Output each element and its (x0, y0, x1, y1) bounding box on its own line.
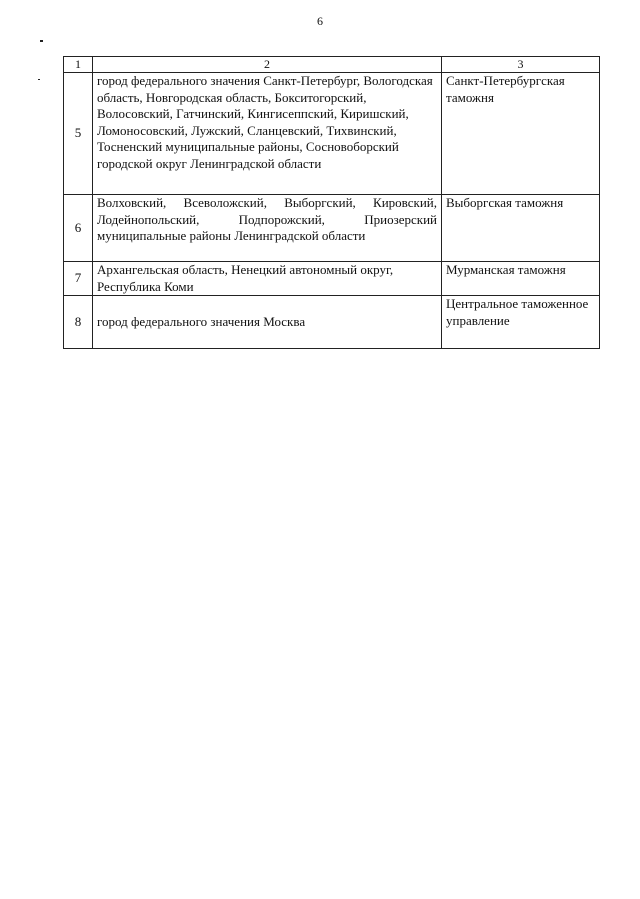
page-number: 6 (317, 14, 323, 28)
scan-speck (40, 40, 43, 42)
column-header: 1 (64, 57, 93, 73)
row-number: 7 (64, 262, 93, 296)
row-number: 8 (64, 296, 93, 349)
regions-cell: Архангельская область, Ненецкий автономный округ, Республика Коми (93, 262, 442, 296)
table-row (64, 296, 600, 349)
column-header: 2 (93, 57, 442, 73)
regions-cell: город федерального значения Москва (93, 296, 442, 349)
table-row (64, 262, 600, 296)
customs-table (63, 56, 600, 349)
column-header: 3 (442, 57, 600, 73)
customs-cell: Санкт-Петербургская таможня (442, 73, 600, 195)
customs-cell: Мурманская таможня (442, 262, 600, 296)
customs-cell: Выборгская таможня (442, 195, 600, 262)
table-row (64, 195, 600, 262)
customs-cell: Центральное таможенное управление (442, 296, 600, 349)
table-row (64, 73, 600, 195)
table-header-row (64, 57, 600, 73)
regions-cell: город федерального значения Санкт-Петербург, Вологодская область, Новгородская область, Бокситогорский, Волосовский, Гатчинский, Кингисеппский, Киришский, Ломоносовский, Лужский, Сланцевский, Тихвинский, Тосненский муниципальные районы, Сосновоборский городской округ Ленинградской области (93, 73, 442, 195)
scan-speck (38, 79, 40, 80)
regions-cell: Волховский, Всеволожский, Выборгский, Кировский, Лодейнопольский, Подпорожский, Приозерский муниципальные районы Ленинградской области (93, 195, 442, 262)
row-number: 6 (64, 195, 93, 262)
row-number: 5 (64, 73, 93, 195)
